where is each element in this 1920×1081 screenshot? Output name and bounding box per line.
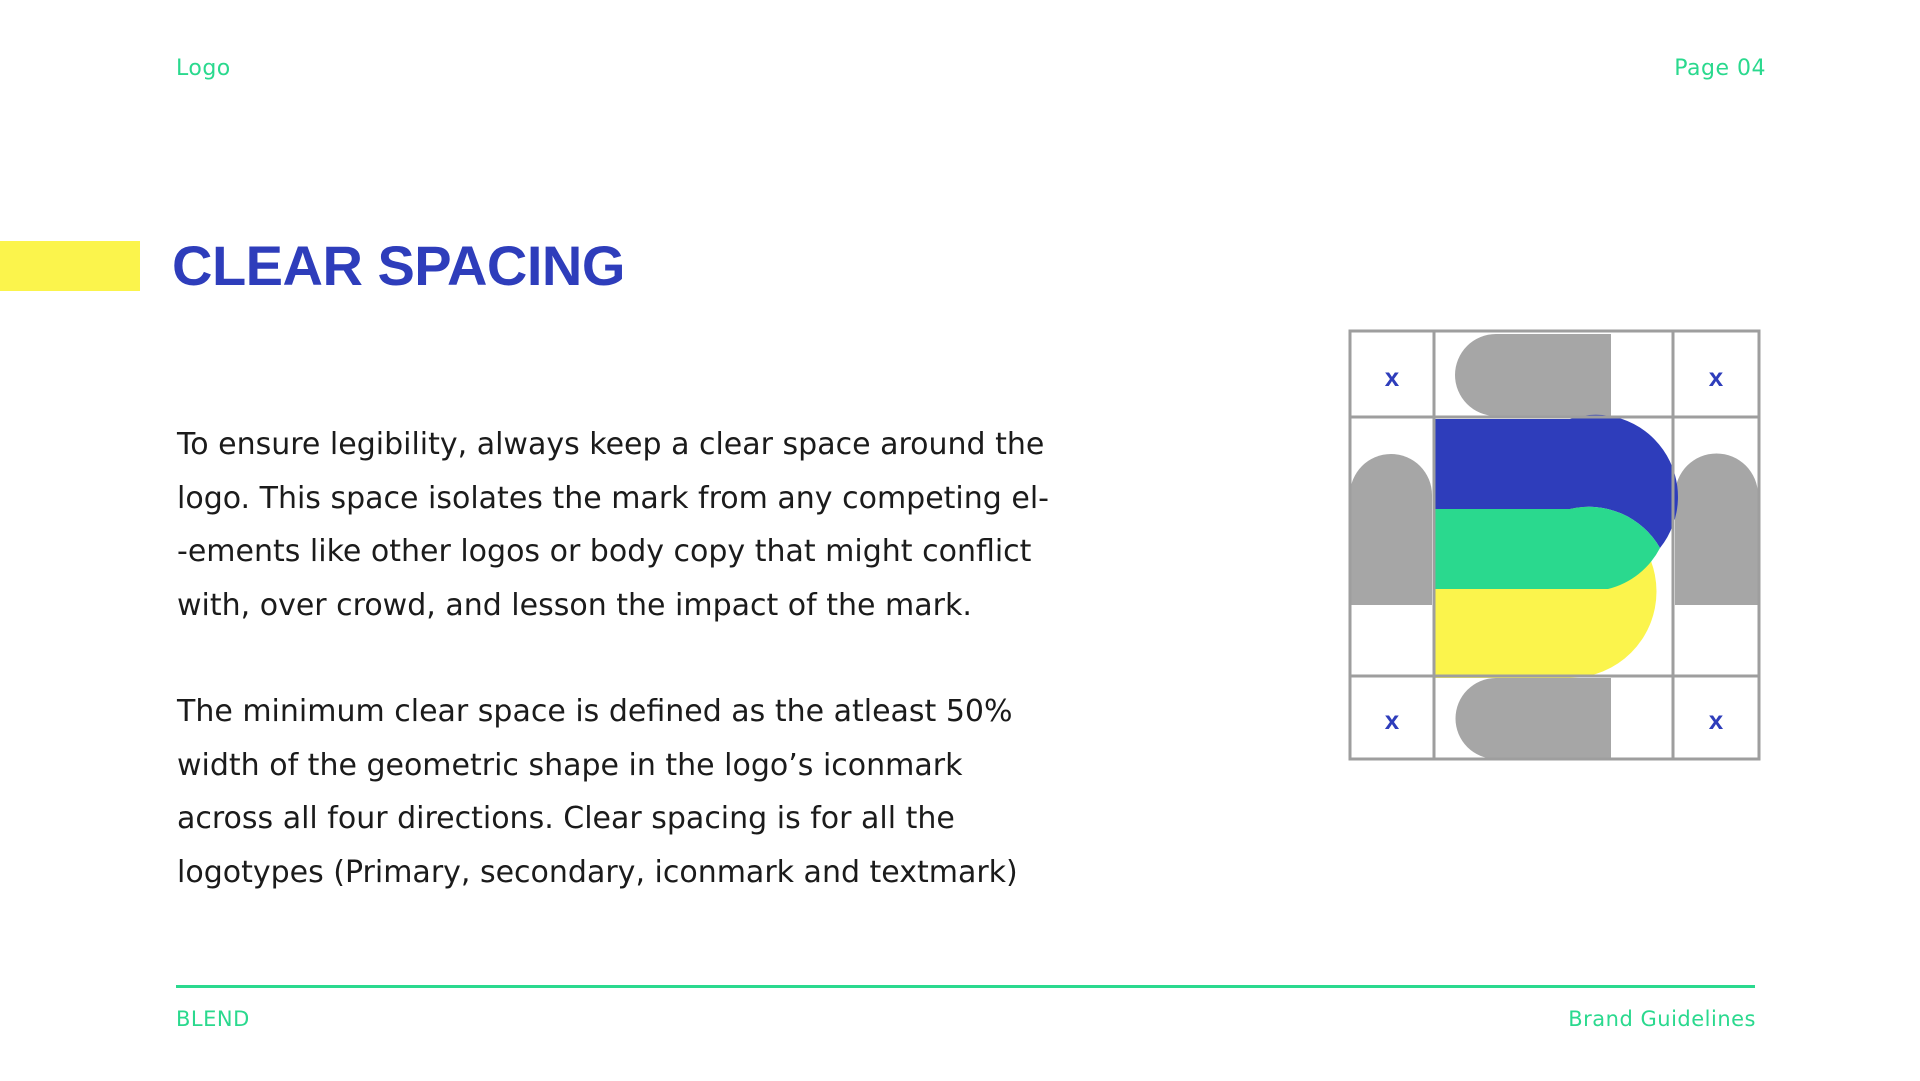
title-accent-bar (0, 241, 140, 291)
corner-marker-bottom-left: x (1384, 704, 1400, 735)
body-paragraph-1: To ensure legibility, always keep a clear space around the logo. This space isolates the mark from any competing el- -ements like other logos or body copy that might conflict with, over crowd, and lesson the impact of the mark. (177, 427, 1049, 623)
clearspace-shape-left (1350, 454, 1432, 605)
corner-marker-bottom-right: x (1708, 704, 1724, 735)
corner-marker-top-right: x (1708, 361, 1724, 392)
page-title: CLEAR SPACING (172, 234, 625, 297)
footer-brand-name: BLEND (176, 1007, 250, 1031)
clear-space-diagram-svg (1348, 329, 1761, 761)
header-section-label: Logo (176, 56, 231, 81)
header-page-number: Page 04 (1674, 56, 1766, 81)
clearspace-shape-right (1675, 454, 1758, 606)
footer-divider (176, 985, 1755, 988)
logo-shape-green (1435, 507, 1660, 589)
corner-marker-top-left: x (1384, 361, 1400, 392)
clearspace-shape-bottom (1456, 678, 1612, 759)
clearspace-shape-top (1455, 334, 1611, 416)
body-paragraph-2: The minimum clear space is defined as the atleast 50% width of the geometric shape in the logo’s iconmark across all four directions. Clear spacing is for all the logotypes (Primary, secondary, iconmark and textmark) (177, 694, 1018, 890)
footer-document-name: Brand Guidelines (1568, 1007, 1756, 1031)
clear-space-diagram (1348, 329, 1761, 761)
